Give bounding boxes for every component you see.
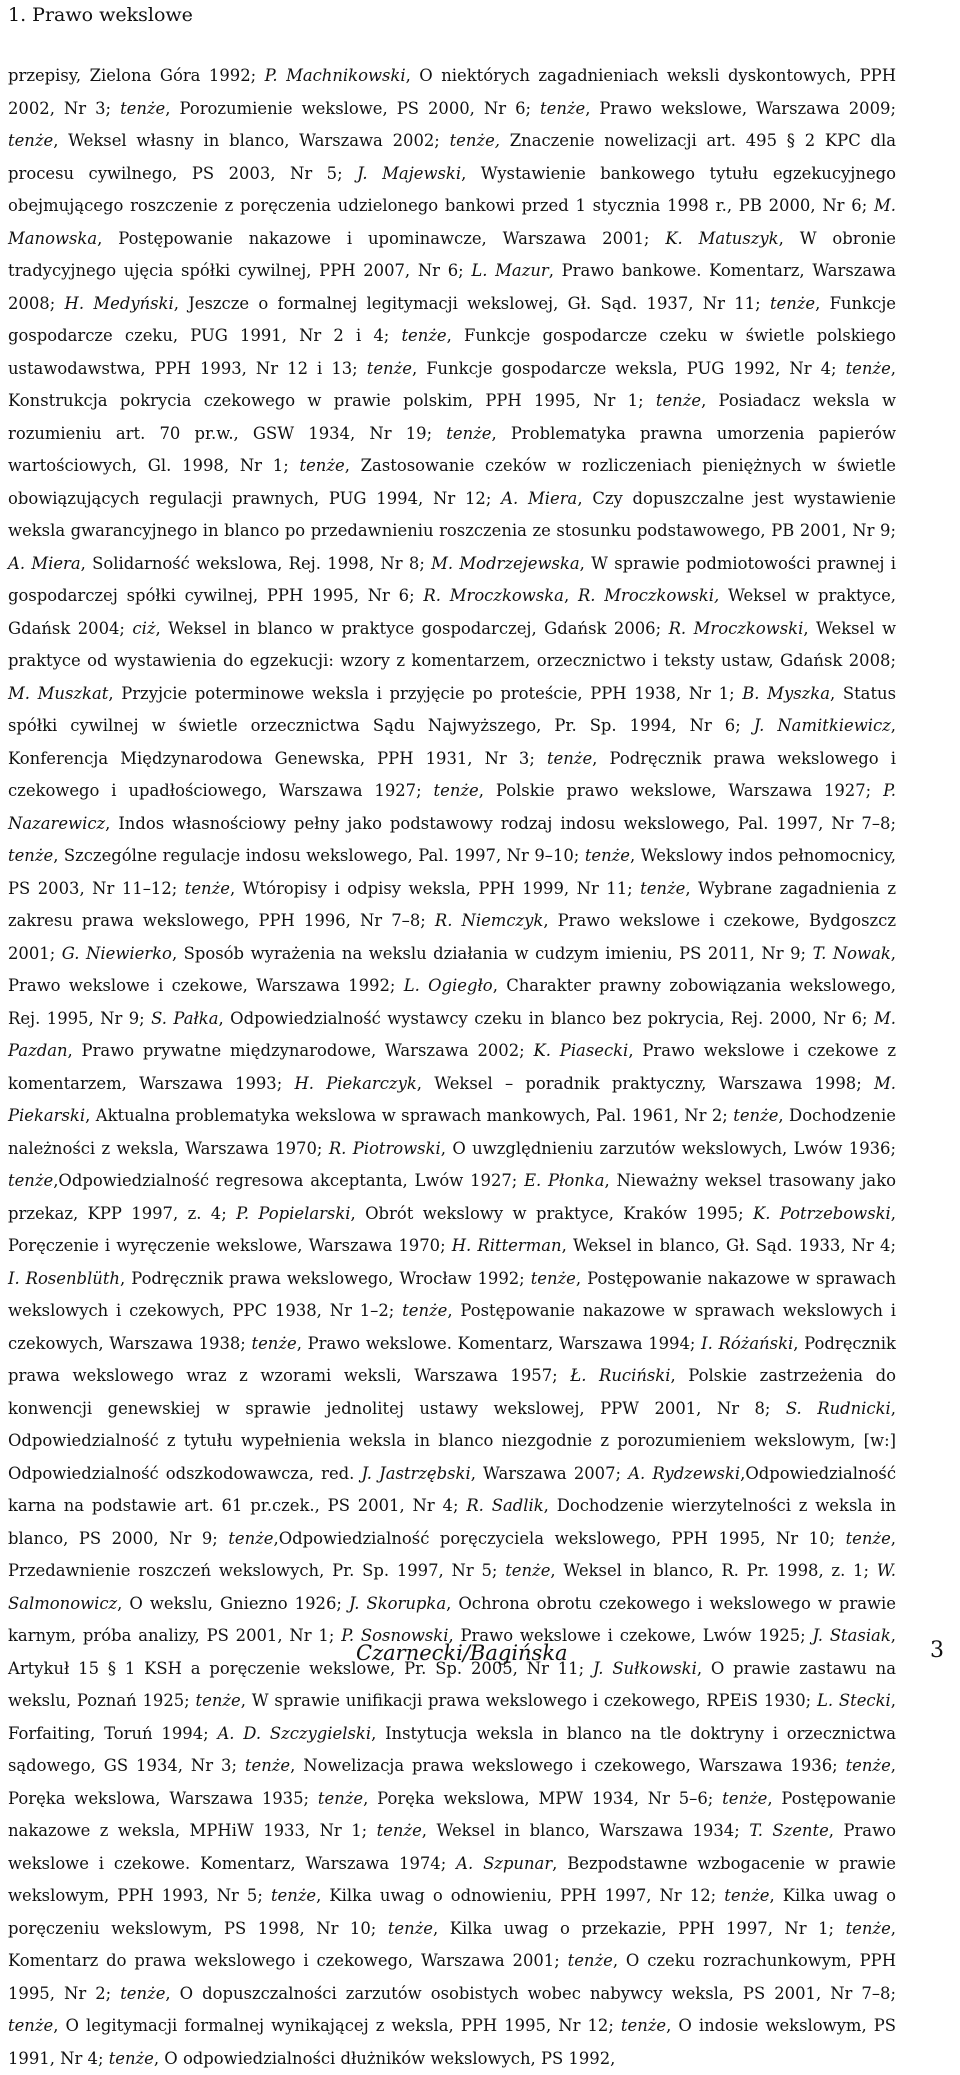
citation-text: , Solidarność wekslowa, Rej. 1998, Nr 8;: [80, 553, 432, 573]
author-name: J. Sułkowski: [592, 1658, 697, 1678]
citation-text: , O wekslu, Gniezno 1926;: [117, 1593, 349, 1613]
citation-text: , O legitymacji formalnej wynikającej z weksla, PPH 1995, Nr 12;: [53, 2016, 621, 2035]
citation-text: Weksel w praktyce, Gdańsk 2004;: [8, 586, 896, 638]
author-name: tenże: [584, 846, 630, 865]
author-name: tenże: [845, 1756, 891, 1775]
author-name: tenże: [228, 1528, 274, 1548]
citation-text: , Wybrane zagadnienia z zakresu prawa wekslowego, PPH 1996, Nr 7–8;: [8, 878, 896, 930]
author-name: R. Mroczkowski,: [577, 586, 720, 605]
page-number: 3: [930, 1638, 944, 1663]
author-name: I. Różański: [701, 1333, 794, 1353]
author-name: R. Niemczyk: [434, 911, 544, 930]
author-name: tenże: [620, 2016, 667, 2035]
citation-text: , Warszawa 2007;: [470, 1463, 629, 1483]
author-name: tenże: [251, 1333, 297, 1353]
author-name: tenże: [530, 1268, 576, 1288]
author-name: P. Nazarewicz: [8, 781, 897, 833]
author-name: tenże: [845, 1918, 891, 1938]
citation-text: , Weksel in blanco, Warszawa 1934;: [421, 1821, 750, 1840]
footer-author: Czarnecki/Bagińska: [356, 1641, 568, 1665]
citation-text: , Kilka uwag o odnowieniu, PPH 1997, Nr 12;: [316, 1886, 725, 1905]
citation-text: , Weksel in blanco, Gł. Sąd. 1933, Nr 4;: [561, 1236, 896, 1255]
author-name: tenże: [567, 1951, 613, 1970]
page-header-title: 1. Prawo wekslowe: [8, 4, 193, 26]
author-name: tenże: [244, 1756, 291, 1775]
citation-text: , Poręka wekslowa, Warszawa 1935;: [8, 1756, 896, 1808]
citation-text: , Ochrona obrotu czekowego i wekslowego w prawie karnym, próba analizy, PS 2001, Nr 1;: [8, 1593, 896, 1645]
citation-text: , Funkcje gospodarcze weksla, PUG 1992, Nr 4;: [411, 358, 846, 378]
citation-text: , Polskie zastrzeżenia do konwencji genewskiej w sprawie jednolitej ustawy wekslowej, PPW 2001, Nr 8;: [8, 1366, 896, 1418]
citation-text: , Weksel – poradnik praktyczny, Warszawa 1998;: [416, 1073, 874, 1093]
citation-text: , Zastosowanie czeków w rozliczeniach pieniężnych w świetle obowiązujących regulacji prawnych, PUG 1994, Nr 12;: [8, 456, 896, 508]
author-name: M. Piekarski: [8, 1073, 896, 1125]
author-name: tenże: [402, 1301, 448, 1320]
citation-text: , Konferencja Międzynarodowa Genewska, PPH 1931, Nr 3;: [8, 716, 896, 768]
author-name: tenże: [724, 1886, 770, 1905]
author-name: tenże: [8, 2016, 54, 2035]
citation-text: , O niektórych zagadnieniach weksli dyskontowych, PPH 2002, Nr 3;: [8, 66, 896, 118]
citation-text: , O dopuszczalności zarzutów osobistych wobec nabywcy weksla, PS 2001, Nr 7–8;: [165, 1983, 897, 2003]
author-name: tenże: [505, 1561, 551, 1580]
citation-text: Znaczenie nowelizacji art. 495 § 2 KPC dla procesu cywilnego, PS 2003, Nr 5;: [8, 131, 897, 183]
citation-text: , Artykuł 15 § 1 KSH a poręczenie wekslowe, Pr. Sp. 2005, Nr 11;: [8, 1626, 896, 1678]
author-name: J. Namitkiewicz: [753, 716, 891, 735]
author-name: tenże: [640, 878, 686, 898]
citation-text: , Problematyka prawna umorzenia papierów wartościowych, Gl. 1998, Nr 1;: [8, 423, 897, 475]
author-name: S. Pałka: [151, 1008, 219, 1028]
citation-text: , Postępowanie nakazowe z weksla, MPHiW 1933, Nr 1;: [8, 1788, 896, 1840]
author-name: tenże: [195, 1691, 241, 1710]
citation-text: , Czy dopuszczalne jest wystawienie weksla gwarancyjnego in blanco po przedawnieniu roszczenia ze stosunku podstawowego, PB 2001, Nr 9;: [8, 488, 896, 540]
citation-text: , O prawie zastawu na wekslu, Poznań 1925;: [8, 1658, 897, 1710]
author-name: L. Stecki: [817, 1691, 891, 1710]
author-name: tenże: [8, 846, 54, 865]
citation-text: , Bezpodstawne wzbogacenie w prawie wekslowym, PPH 1993, Nr 5;: [8, 1853, 896, 1905]
author-name: H. Medyński: [64, 293, 174, 313]
author-name: tenże: [317, 1788, 364, 1808]
author-name: R. Mroczkowska: [423, 586, 564, 605]
author-name: tenże: [299, 456, 345, 475]
author-name: T. Szente: [749, 1821, 829, 1840]
citation-text: , O uwzględnieniu zarzutów wekslowych, Lwów 1936;: [440, 1138, 897, 1158]
author-name: K. Matuszyk: [665, 228, 779, 248]
citation-text: , Prawo bankowe. Komentarz, Warszawa 2008;: [8, 261, 896, 313]
author-name: tenże: [546, 748, 593, 768]
author-name: E. Płonka: [524, 1171, 605, 1190]
citation-text: , Konstrukcja pokrycia czekowego w prawie polskim, PPH 1995, Nr 1;: [8, 358, 896, 410]
citation-text: , Porozumienie wekslowe, PS 2000, Nr 6;: [165, 98, 541, 118]
citation-text: , Postępowanie nakazowe w sprawach wekslowych i czekowych, Warszawa 1938;: [8, 1301, 897, 1353]
citation-text: , Weksel własny in blanco, Warszawa 2002;: [53, 131, 450, 150]
citation-text: , Odpowiedzialność z tytułu wypełnienia weksla in blanco niezgodnie z porozumieniem wekslowym, [w:] Odpowiedzialność odszkodowawcza, red.: [8, 1398, 896, 1483]
citation-text: , W sprawie podmiotowości prawnej i gospodarczej spółki cywilnej, PPH 1995, Nr 6;: [8, 553, 896, 605]
author-name: H. Piekarczyk: [294, 1073, 417, 1093]
author-name: tenże: [108, 2048, 154, 2068]
citation-text: , O indosie wekslowym, PS 1991, Nr 4;: [8, 2016, 896, 2068]
citation-text: , Obrót wekslowy w praktyce, Kraków 1995;: [350, 1203, 753, 1223]
author-name: R. Mroczkowski: [668, 618, 804, 638]
author-name: R. Sadlik: [466, 1496, 544, 1515]
author-name: tenże: [401, 326, 447, 345]
citation-text: , Prawo wekslowe, Warszawa 2009;: [585, 98, 896, 118]
citation-text: , Nowelizacja prawa wekslowego i czekowego, Warszawa 1936;: [290, 1756, 846, 1775]
citation-text: , Aktualna problematyka wekslowa w sprawach mankowych, Pal. 1961, Nr 2;: [85, 1106, 734, 1125]
author-name: tenże: [655, 391, 702, 410]
citation-text: , Postępowanie nakazowe w sprawach wekslowych i czekowych, PPC 1938, Nr 1–2;: [8, 1268, 896, 1320]
author-name: M. Modrzejewska: [431, 553, 580, 573]
author-name: tenże: [722, 1788, 768, 1808]
citation-text: , Prawo prywatne międzynarodowe, Warszawa 2002;: [67, 1041, 534, 1060]
citation-text: ,Odpowiedzialność poręczyciela wekslowego, PPH 1995, Nr 10;: [273, 1528, 846, 1548]
author-name: tenże: [184, 878, 230, 898]
citation-text: , Forfaiting, Toruń 1994;: [8, 1691, 896, 1743]
citation-text: , Odpowiedzialność wystawcy czeku in blanco bez pokrycia, Rej. 2000, Nr 6;: [218, 1008, 874, 1028]
citation-text: , Prawo wekslowe i czekowe, Lwów 1925;: [448, 1626, 813, 1645]
citation-text: ,: [563, 586, 578, 605]
author-name: P. Sosnowski: [341, 1626, 449, 1645]
author-name: B. Myszka: [742, 683, 830, 703]
author-name: tenże: [120, 1983, 166, 2003]
author-name: M. Pazdan: [8, 1008, 896, 1060]
author-name: H. Ritterman: [451, 1236, 562, 1255]
author-name: A. Miera: [501, 488, 578, 508]
citation-text: , Podręcznik prawa wekslowego i czekowego i upadłościowego, Warszawa 1927;: [8, 748, 897, 800]
author-name: A. Szpunar: [456, 1853, 553, 1873]
author-name: tenże: [733, 1106, 779, 1125]
citation-text: , Jeszcze o formalnej legitymacji wekslowej, Gł. Sąd. 1937, Nr 11;: [173, 293, 770, 313]
author-name: S. Rudnicki: [785, 1398, 891, 1418]
citation-text: , W sprawie unifikacji prawa wekslowego i czekowego, RPEiS 1930;: [240, 1691, 817, 1710]
citation-text: przepisy, Zielona Góra 1992;: [8, 66, 265, 85]
citation-text: , Weksel in blanco, R. Pr. 1998, z. 1;: [550, 1561, 877, 1580]
citation-text: , Postępowanie nakazowe i upominawcze, Warszawa 2001;: [97, 228, 666, 248]
citation-text: , Status spółki cywilnej w świetle orzecznictwa Sądu Najwyższego, Pr. Sp. 1994, Nr 6;: [8, 683, 896, 735]
citation-text: , Podręcznik prawa wekslowego wraz z wzorami weksli, Warszawa 1957;: [8, 1333, 896, 1385]
citation-text: , Podręcznik prawa wekslowego, Wrocław 1992;: [120, 1268, 531, 1288]
author-name: L. Ogiegło: [403, 976, 493, 995]
author-name: M. Muszkat: [8, 683, 109, 703]
citation-text: , Weksel w praktyce od wystawienia do egzekucji: wzory z komentarzem, orzecznictwo i teksty ustaw, Gdańsk 2008;: [8, 618, 896, 670]
author-name: tenże: [540, 98, 586, 118]
author-name: tenże: [8, 131, 54, 150]
author-name: Ł. Ruciński: [570, 1366, 671, 1385]
citation-text: , Prawo wekslowe i czekowe, Bydgoszcz 2001;: [8, 911, 896, 963]
citation-text: , Prawo wekslowe. Komentarz, Warszawa 1994;: [296, 1333, 702, 1353]
author-name: P. Machnikowski: [264, 66, 406, 85]
author-name: K. Potrzebowski: [752, 1203, 891, 1223]
author-name: L. Mazur: [471, 261, 549, 280]
citation-text: , Przedawnienie roszczeń wekslowych, Pr. Sp. 1997, Nr 5;: [8, 1528, 896, 1580]
citation-text: , Posiadacz weksla w rozumieniu art. 70 pr.w., GSW 1934, Nr 19;: [8, 391, 896, 443]
citation-text: , Wystawienie bankowego tytułu egzekucyjnego obejmującego roszczenie z poręczenia udzielonego bankowi przed 1 stycznia 1998 r., PB 2000, Nr 6;: [8, 163, 897, 215]
citation-text: , Wekslowy indos pełnomocnicy, PS 2003, Nr 11–12;: [8, 846, 896, 898]
author-name: ciż: [132, 618, 156, 638]
bibliography-paragraph: [8, 60, 896, 2075]
author-name: tenże: [120, 98, 166, 118]
citation-text: , Dochodzenie wierzytelności z weksla in blanco, PS 2000, Nr 9;: [8, 1496, 897, 1548]
citation-text: , Poręka wekslowa, MPW 1934, Nr 5–6;: [363, 1788, 723, 1808]
citation-text: , Weksel in blanco w praktyce gospodarczej, Gdańsk 2006;: [155, 618, 669, 638]
citation-text: , Prawo wekslowe i czekowe. Komentarz, Warszawa 1974;: [8, 1821, 896, 1873]
author-name: tenże: [387, 1918, 434, 1938]
author-name: tenże: [769, 293, 816, 313]
citation-text: , Funkcje gospodarcze czeku w świetle polskiego ustawodawstwa, PPH 1993, Nr 12 i 13;: [8, 326, 896, 378]
citation-text: , Prawo wekslowe i czekowe z komentarzem, Warszawa 1993;: [8, 1041, 896, 1093]
citation-text: , Kilka uwag o poręczeniu wekslowym, PS 1998, Nr 10;: [8, 1886, 896, 1938]
author-name: M. Manowska: [8, 196, 896, 248]
author-name: tenże: [366, 358, 412, 378]
author-name: A. Miera: [8, 553, 81, 573]
citation-text: , Charakter prawny zobowiązania wekslowego, Rej. 1995, Nr 9;: [8, 976, 896, 1028]
author-name: J. Majewski: [357, 163, 462, 183]
author-name: tenże: [270, 1886, 317, 1905]
citation-text: , Poręczenie i wyręczenie wekslowe, Warszawa 1970;: [8, 1203, 896, 1255]
author-name: T. Nowak: [812, 943, 891, 963]
author-name: J. Jastrzębski: [361, 1463, 471, 1483]
citation-text: , Sposób wyrażenia na wekslu działania w cudzym imieniu, PS 2011, Nr 9;: [171, 943, 813, 963]
citation-text: , Szczególne regulacje indosu wekslowego, Pal. 1997, Nr 9–10;: [53, 846, 585, 865]
author-name: tenże: [845, 358, 891, 378]
author-name: tenże: [376, 1821, 422, 1840]
author-name: tenże: [845, 1528, 891, 1548]
citation-text: , Funkcje gospodarcze czeku, PUG 1991, Nr 2 i 4;: [8, 293, 897, 345]
citation-text: , O odpowiedzialności dłużników wekslowych, PS 1992,: [153, 2048, 616, 2068]
citation-text: , Prawo wekslowe i czekowe, Warszawa 1992;: [8, 943, 896, 995]
author-name: W. Salmonowicz: [8, 1561, 896, 1613]
author-name: tenże,: [449, 131, 500, 150]
author-name: tenże: [8, 1171, 54, 1190]
author-name: A. D. Szczygielski: [217, 1723, 372, 1743]
citation-text: , Przyjcie poterminowe weksla i przyjęcie po proteście, PPH 1938, Nr 1;: [108, 683, 743, 703]
author-name: tenże: [433, 781, 479, 800]
author-name: A. Rydzewski: [628, 1463, 741, 1483]
citation-text: , Wtóropisy i odpisy weksla, PPH 1999, Nr 11;: [229, 878, 641, 898]
author-name: J. Skorupka: [348, 1593, 447, 1613]
author-name: J. Stasiak: [812, 1626, 891, 1645]
citation-text: , Kilka uwag o przekazie, PPH 1997, Nr 1;: [433, 1918, 846, 1938]
citation-text: , O czeku rozrachunkowym, PPH 1995, Nr 2;: [8, 1951, 896, 2003]
citation-text: ,Odpowiedzialność karna na podstawie art. 61 pr.czek., PS 2001, Nr 4;: [8, 1463, 897, 1515]
author-name: R. Piotrowski: [328, 1138, 441, 1158]
citation-text: , Polskie prawo wekslowe, Warszawa 1927;: [478, 781, 884, 800]
author-name: tenże: [446, 423, 492, 443]
author-name: G. Niewierko: [61, 943, 172, 963]
author-name: I. Rosenblüth: [8, 1268, 120, 1288]
citation-text: , W obronie tradycyjnego ujęcia spółki cywilnej, PPH 2007, Nr 6;: [8, 228, 896, 280]
citation-text: ,Odpowiedzialność regresowa akceptanta, Lwów 1927;: [53, 1171, 525, 1190]
citation-text: , Komentarz do prawa wekslowego i czekowego, Warszawa 2001;: [8, 1918, 896, 1970]
citation-text: , Indos własnościowy pełny jako podstawowy rodzaj indosu wekslowego, Pal. 1997, Nr 7–8;: [105, 813, 896, 833]
citation-text: , Instytucja weksla in blanco na tle doktryny i orzecznictwa sądowego, GS 1934, Nr 3;: [8, 1723, 897, 1775]
author-name: P. Popielarski: [236, 1203, 351, 1223]
citation-text: , Nieważny weksel trasowany jako przekaz, KPP 1997, z. 4;: [8, 1171, 897, 1223]
citation-text: , Dochodzenie należności z weksla, Warszawa 1970;: [8, 1106, 896, 1158]
author-name: K. Piasecki: [533, 1041, 629, 1060]
